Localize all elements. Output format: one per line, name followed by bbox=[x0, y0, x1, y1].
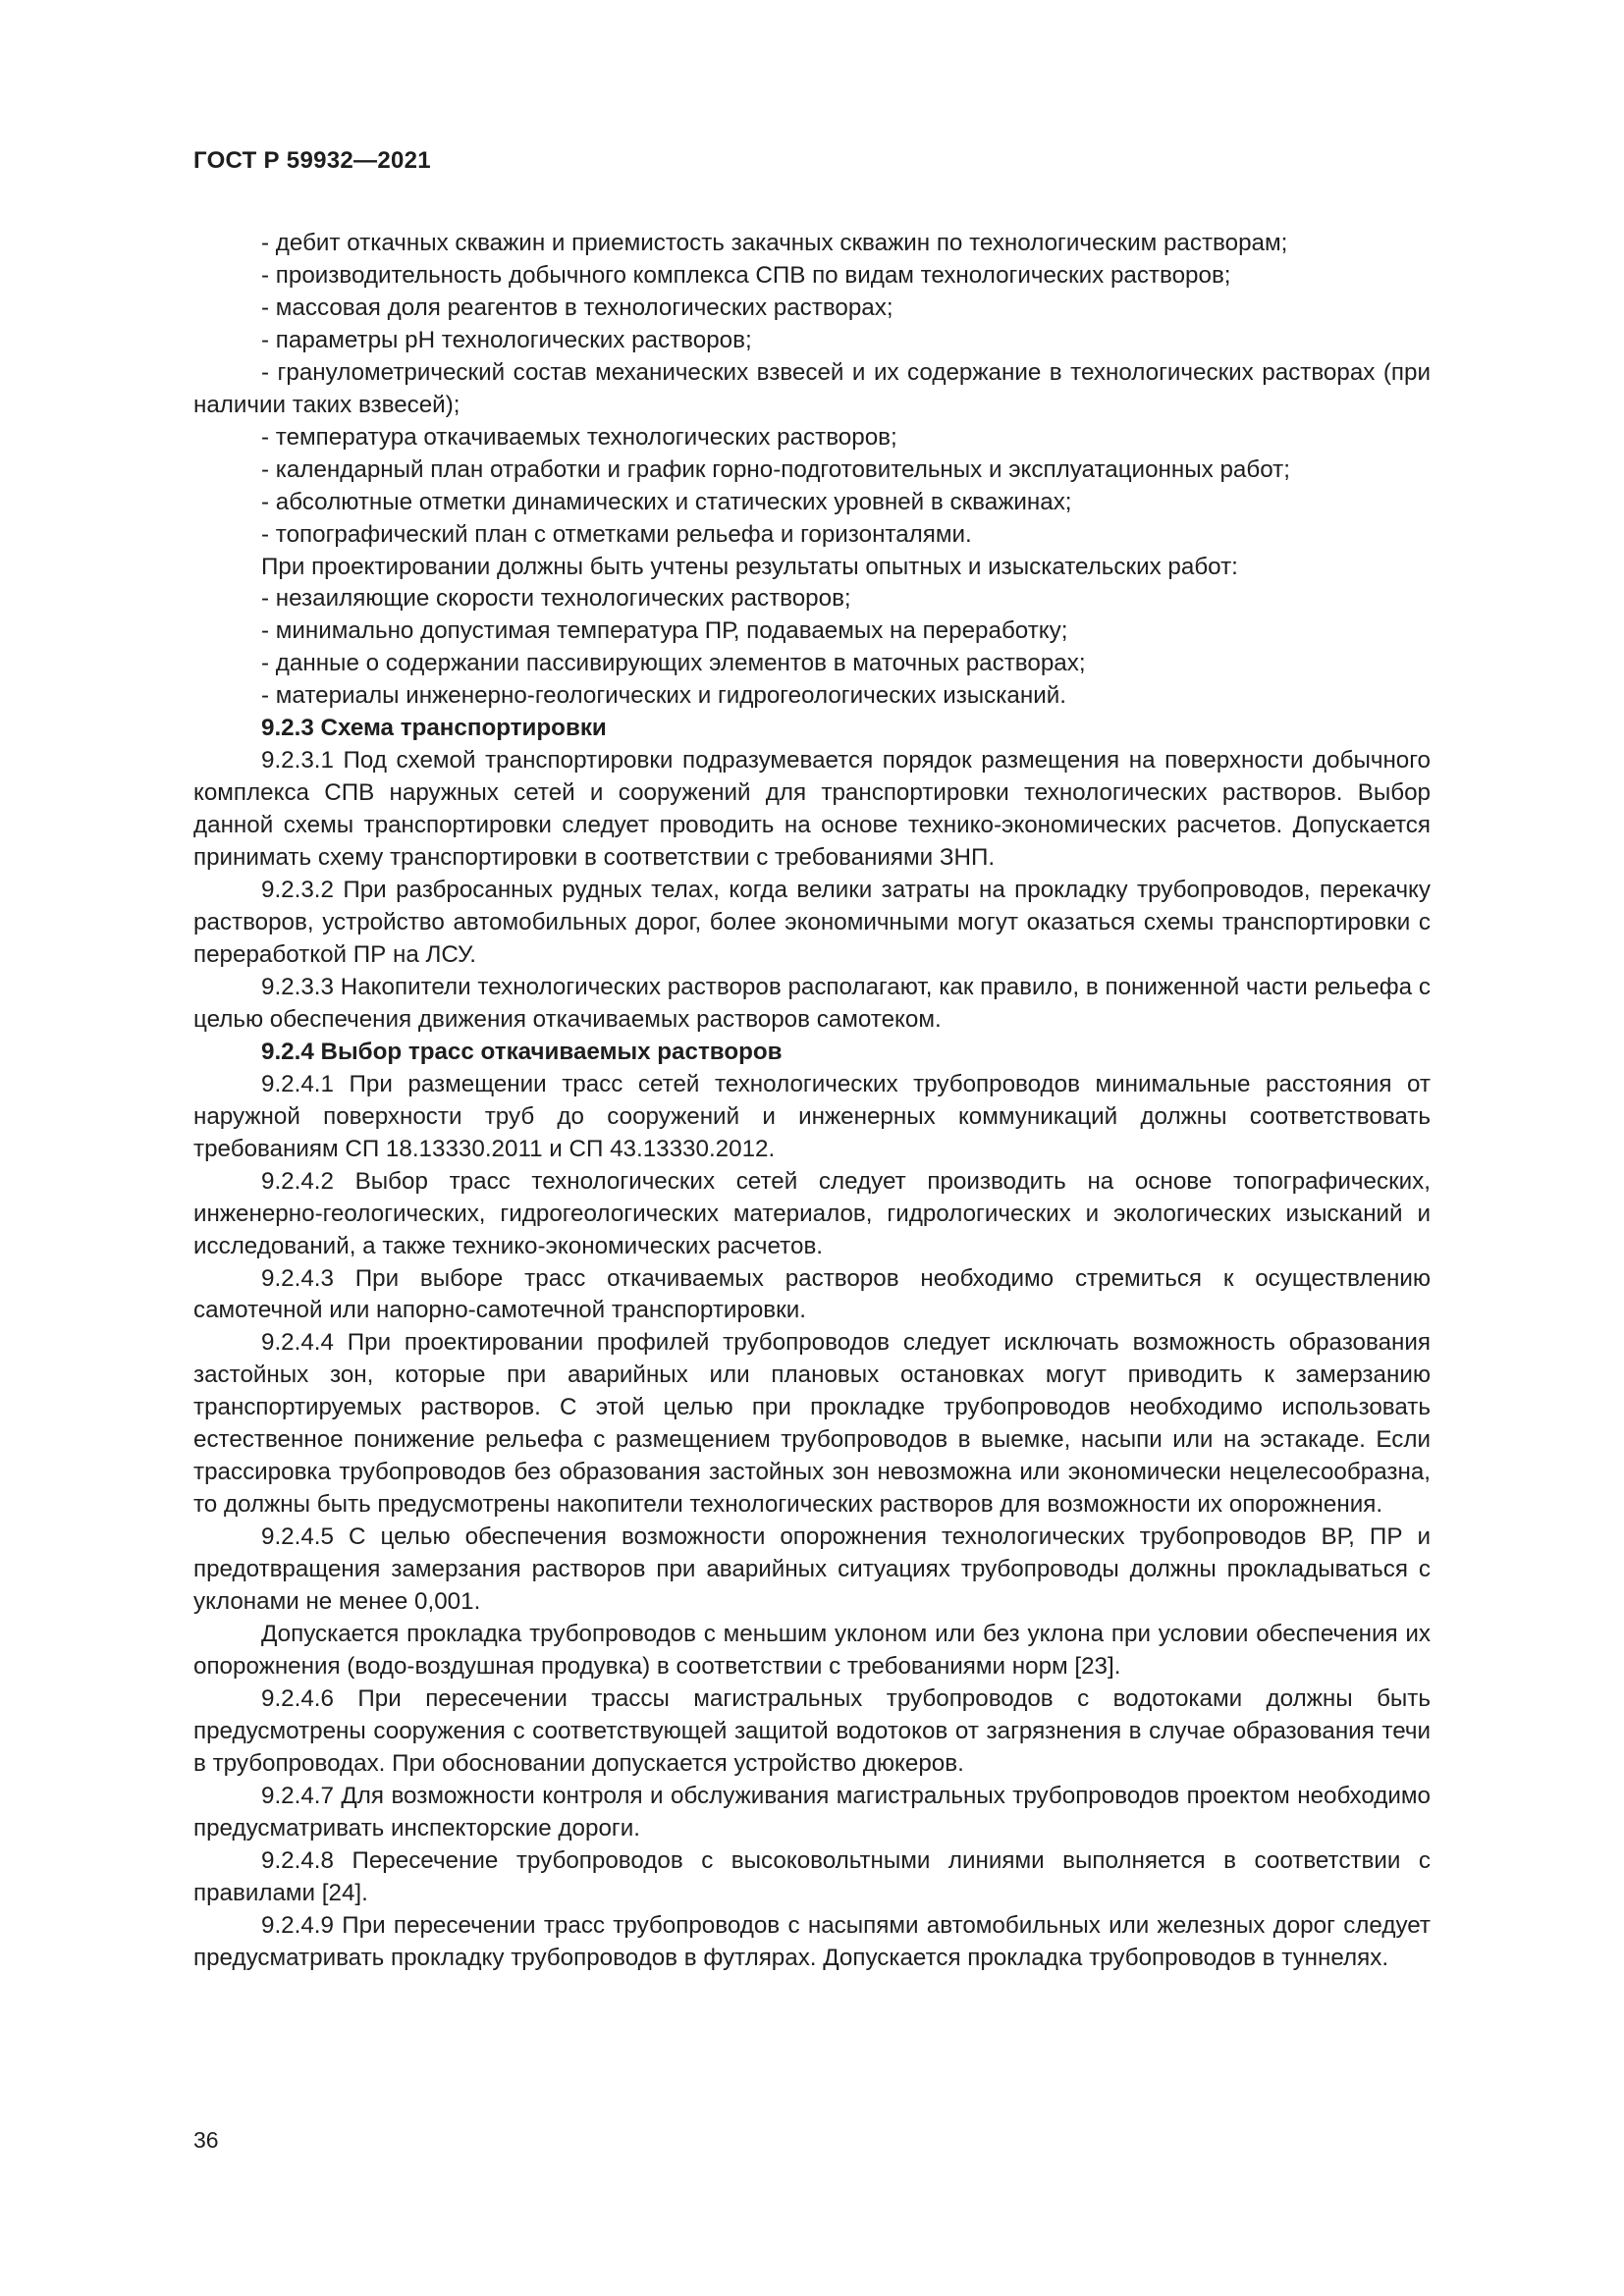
list-item: - массовая доля реагентов в технологических растворах; bbox=[261, 294, 893, 321]
paragraph: 9.2.3.3 Накопители технологических растворов располагают, как правило, в пониженной части рельефа с целью обеспечения движения откачиваемых растворов самотеком. bbox=[193, 973, 1431, 1033]
list-item: - календарный план отработки и график горно-подготовительных и эксплуатационных работ; bbox=[261, 455, 1290, 483]
document-header: ГОСТ Р 59932—2021 bbox=[193, 147, 431, 174]
document-body bbox=[193, 228, 1431, 1974]
paragraph: 9.2.4.3 При выборе трасс откачиваемых растворов необходимо стремиться к осуществлению самотечной или напорно-самотечной транспортировки. bbox=[193, 1264, 1431, 1324]
paragraph: 9.2.4.6 При пересечении трассы магистральных трубопроводов с водотоками должны быть предусмотрены сооружения с соответствующей защитой водотоков от загрязнения в случае образования течи в трубопроводах. При обосновании допускается устройство дюкеров. bbox=[193, 1684, 1431, 1777]
paragraph: 9.2.3.2 При разбросанных рудных телах, когда велики затраты на прокладку трубопроводов, перекачку растворов, устройство автомобильных дорог, более экономичными могут оказаться схемы транспортировки с переработкой ПР на ЛСУ. bbox=[193, 877, 1431, 968]
list-item: - топографический план с отметками рельефа и горизонталями. bbox=[261, 520, 972, 548]
list-item: - данные о содержании пассивирующих элементов в маточных растворах; bbox=[261, 650, 1086, 677]
list-item: - материалы инженерно-геологических и гидрогеологических изысканий. bbox=[261, 682, 1066, 710]
paragraph: 9.2.3.1 Под схемой транспортировки подразумевается порядок размещения на поверхности добычного комплекса СПВ наружных сетей и сооружений для транспортировки технологических растворов. Выбор данной схемы транспортировки следует проводить на основе технико-экономических расчетов. Допускается принимать схему транспортировки в соответствии с требованиями ЗНП. bbox=[193, 747, 1431, 872]
paragraph: 9.2.4.8 Пересечение трубопроводов с высоковольтными линиями выполняется в соответствии с правилами [24]. bbox=[193, 1846, 1431, 1906]
list-item: - параметры pH технологических растворов; bbox=[261, 326, 752, 353]
list-item: - гранулометрический состав механических взвесей и их содержание в технологических растворах (при наличии таких взвесей); bbox=[193, 358, 1431, 418]
paragraph: При проектировании должны быть учтены результаты опытных и изыскательских работ: bbox=[261, 553, 1238, 580]
list-item: - дебит откачных скважин и приемистость закачных скважин по технологическим растворам; bbox=[261, 230, 1288, 256]
section-heading: 9.2.4 Выбор трасс откачиваемых растворов bbox=[261, 1038, 783, 1065]
paragraph: 9.2.4.4 При проектировании профилей трубопроводов следует исключать возможность образования застойных зон, которые при аварийных или плановых остановках могут приводить к замерзанию транспортируемых растворов. С этой целью при прокладке трубопроводов необходимо использовать естественное понижение рельефа с размещением трубопроводов в выемке, насыпи или на эстакаде. Если трассировка трубопроводов без образования застойных зон невозможна или экономически нецелесообразна, то должны быть предусмотрены накопители технологических растворов для возможности их опорожнения. bbox=[193, 1329, 1431, 1519]
list-item: - производительность добычного комплекса СПВ по видам технологических растворов; bbox=[261, 261, 1231, 289]
paragraph: 9.2.4.2 Выбор трасс технологических сетей следует производить на основе топографических, инженерно-геологических, гидрогеологических материалов, гидрологических и экологических изысканий и исследований, а также технико-экономических расчетов. bbox=[193, 1167, 1431, 1259]
list-item: - незаиляющие скорости технологических растворов; bbox=[261, 585, 851, 613]
paragraph: 9.2.4.7 Для возможности контроля и обслуживания магистральных трубопроводов проектом необходимо предусматривать инспекторские дороги. bbox=[193, 1782, 1431, 1842]
paragraph: 9.2.4.1 При размещении трасс сетей технологических трубопроводов минимальные расстояния от наружной поверхности труб до сооружений и инженерных коммуникаций должны соответствовать требованиям СП 18.13330.2011 и СП 43.13330.2012. bbox=[193, 1070, 1431, 1162]
list-item: - температура откачиваемых технологических растворов; bbox=[261, 423, 897, 451]
section-heading: 9.2.3 Схема транспортировки bbox=[261, 715, 607, 742]
paragraph: 9.2.4.9 При пересечении трасс трубопроводов с насыпями автомобильных или железных дорог следует предусматривать прокладку трубопроводов в футлярах. Допускается прокладка трубопроводов в туннелях. bbox=[193, 1911, 1431, 1971]
page-number: 36 bbox=[193, 2127, 219, 2153]
paragraph: 9.2.4.5 С целью обеспечения возможности опорожнения технологических трубопроводов ВР, ПР и предотвращения замерзания растворов при аварийных ситуациях трубопроводы должны прокладываться с уклонами не менее 0,001. bbox=[193, 1523, 1431, 1616]
list-item: - абсолютные отметки динамических и статических уровней в скважинах; bbox=[261, 488, 1072, 515]
list-item: - минимально допустимая температура ПР, подаваемых на переработку; bbox=[261, 617, 1068, 645]
paragraph: Допускается прокладка трубопроводов с меньшим уклоном или без уклона при условии обеспечения их опорожнения (водо-воздушная продувка) в соответствии с требованиями норм [23]. bbox=[193, 1620, 1431, 1680]
